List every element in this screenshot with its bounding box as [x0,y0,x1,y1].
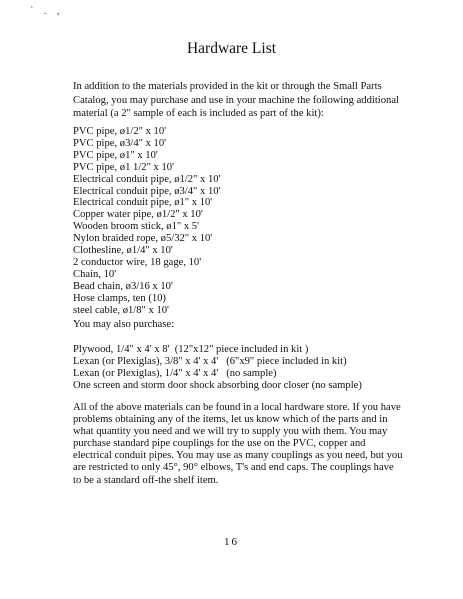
scan-marks: ` . , [30,6,64,17]
list-item: Lexan (or Plexiglas), 3/8" x 4' x 4' (6"x9" piece included in kit) [73,355,347,367]
list-item: Electrical conduit pipe, ø3/4" x 10' [73,185,221,197]
list-item: PVC pipe, ø1/2" x 10' [73,126,167,137]
materials-list [73,126,413,317]
list-item: Bead chain, ø3/16 x 10' [73,280,173,292]
list-item: Lexan (or Plexiglas), 1/4" x 4' x 4' (no sample) [73,367,277,379]
list-item: Clothesline, ø1/4" x 10' [73,245,173,257]
list-item: Electrical conduit pipe, ø1" x 10' [73,197,213,209]
list-item: Wooden broom stick, ø1" x 5' [73,221,200,233]
list-item: PVC pipe, ø3/4" x 10' [73,137,167,149]
intro-paragraph: In addition to the materials provided in the kit or through the Small Parts Catalog, you may purchase and use in your machine the following additional material (a 2" sample of each is included as part of the kit): [73,81,399,120]
list-item: PVC pipe, ø1 1/2" x 10' [73,161,174,173]
list-item: Nylon braided rope, ø5/32" x 10' [73,233,213,245]
page-title: Hardware List [186,40,277,57]
list-item: Copper water pipe, ø1/2" x 10' [73,209,203,221]
page-number: 16 [224,536,239,548]
list-item: Hose clamps, ten (10) [73,292,166,304]
list-item: steel cable, ø1/8" x 10' [73,304,169,316]
also-purchase-heading: You may also purchase: [73,319,175,330]
list-item: Plywood, 1/4" x 4' x 8' (12"x12" piece included in kit ) [73,344,309,355]
also-purchase-list [73,344,433,392]
list-item: 2 conductor wire, 18 gage, 10' [73,256,202,268]
list-item: Chain, 10' [73,268,117,280]
list-item: PVC pipe, ø1" x 10' [73,149,158,161]
closing-paragraph: All of the above materials can be found in a local hardware store. If you have problems obtaining any of the items, let us know which of the parts and in what quantity you need and we will try to supply you with them. You may purchase standard pipe couplings for the use on the PVC, copper and electrical conduit pipes. You may use as many couplings as you need, but you are restricted to only 45°, 90° elbows, T's and end caps. The couplings have to be a standard off-the shelf item. [73,402,403,486]
list-item: One screen and storm door shock absorbing door closer (no sample) [73,379,362,391]
list-item: Electrical conduit pipe, ø1/2" x 10' [73,173,221,185]
